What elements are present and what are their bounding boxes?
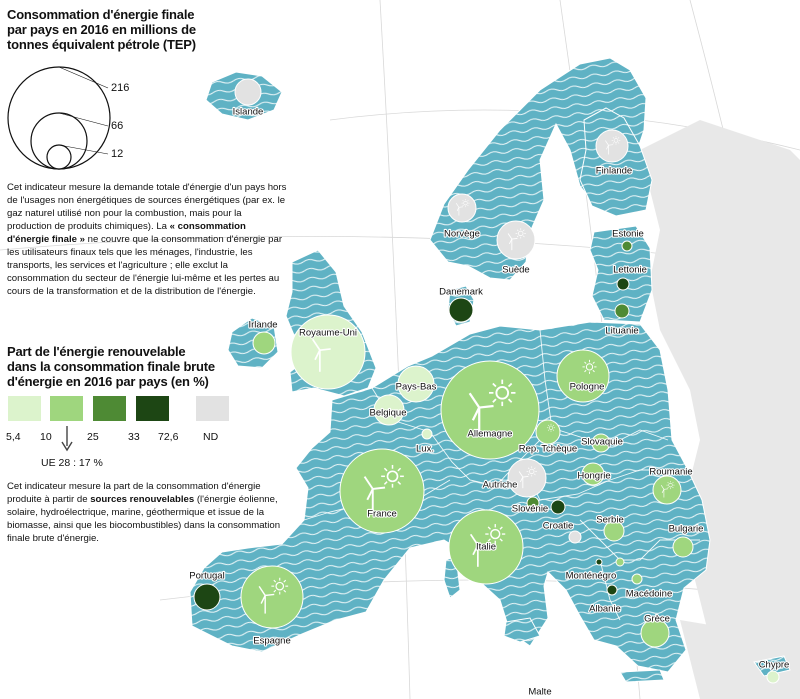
bubble-macedoine: [632, 574, 642, 584]
label-montenegro: Monténégro: [565, 570, 617, 582]
bubble-chypre: [767, 671, 779, 683]
label-croatie: Croatie: [542, 520, 574, 532]
bin-label-33: 33: [128, 431, 140, 443]
ue-arrow: [60, 424, 74, 454]
label-irlande: Irlande: [248, 319, 278, 331]
size-value-66: 66: [111, 120, 124, 132]
bubble-roumanie: [653, 476, 681, 504]
bubble-pologne: [557, 350, 609, 402]
label-belgique: Belgique: [369, 407, 407, 419]
label-malte: Malte: [528, 686, 552, 698]
label-royaume-uni: Royaume-Uni: [298, 327, 358, 339]
swatch-class-3: [93, 396, 126, 421]
label-norvege: Norvège: [444, 228, 480, 240]
bin-label-5-4: 5,4: [6, 431, 21, 443]
label-pays-bas: Pays-Bas: [395, 381, 437, 393]
bubble-estonie: [622, 241, 632, 251]
label-france: France: [367, 508, 397, 520]
size-legend-title: Consommation d'énergie finale par pays en 2016 en millions de tonnes équivalent pétrole (TEP): [7, 7, 196, 52]
ue-average: UE 28 : 17 %: [41, 457, 103, 469]
bubble-royaume-uni: [291, 315, 365, 389]
share-legend-title: Part de l'énergie renouvelable dans la consommation finale brute d'énergie en 2016 par pays (en %): [7, 344, 215, 389]
label-finlande: Finlande: [595, 165, 633, 177]
bubble-lux: [422, 429, 432, 439]
bubble-rep-tcheque: [536, 420, 560, 444]
label-chypre: Chypre: [758, 659, 790, 671]
swatch-no-data: [196, 396, 229, 421]
label-serbie: Serbie: [596, 514, 624, 526]
label-lituanie: Lituanie: [605, 325, 639, 337]
size-value-216: 216: [111, 82, 130, 94]
label-espagne: Espagne: [253, 635, 291, 647]
swatch-class-4: [136, 396, 169, 421]
label-estonie: Estonie: [612, 228, 644, 240]
bubble-suede: [497, 221, 535, 259]
label-grece: Grèce: [644, 613, 670, 625]
bin-label-10: 10: [40, 431, 52, 443]
label-macedoine: Macédoine: [625, 588, 673, 600]
bubble-espagne: [241, 566, 303, 628]
bubble-croatie: [551, 500, 565, 514]
label-islande: Islande: [232, 106, 264, 118]
label-danemark: Danemark: [439, 286, 483, 298]
bubble-lettonie: [617, 278, 629, 290]
share-description: Cet indicateur mesure la part de la consommation d'énergie produite à partir de sources renouvelables (l'énergie éolienne, solaire, hydroélectrique, marine, géothermique et issue de la biomasse, ainsi que les biocombustibles) dans la consommation finale brute d'énergie.: [7, 481, 281, 544]
label-lux: Lux.: [416, 443, 434, 455]
size-circle-12: [47, 145, 71, 169]
label-autriche: Autriche: [482, 479, 518, 491]
label-slovenie: Slovénie: [511, 503, 549, 515]
bubble-bosnie: [569, 531, 581, 543]
label-rep-tcheque: Rep. Tchèque: [518, 443, 578, 455]
label-pologne: Pologne: [569, 381, 605, 393]
bubble-norvege: [448, 194, 476, 222]
label-albanie: Albanie: [589, 603, 621, 615]
label-slovaquie: Slovaquie: [581, 436, 623, 448]
bubble-irlande: [253, 332, 275, 354]
label-lettonie: Lettonie: [613, 264, 647, 276]
bubble-islande: [235, 79, 261, 105]
bubble-portugal: [194, 584, 220, 610]
size-value-12: 12: [111, 148, 124, 160]
bubble-montenegro: [596, 559, 602, 565]
bubble-danemark: [449, 298, 473, 322]
bubble-kosovo: [616, 558, 624, 566]
label-roumanie: Roumanie: [649, 466, 693, 478]
label-hongrie: Hongrie: [577, 470, 611, 482]
label-bulgarie: Bulgarie: [668, 523, 704, 535]
bubble-lituanie: [615, 304, 629, 318]
bubble-autriche: [508, 459, 546, 497]
label-italie: Italie: [475, 541, 497, 553]
bin-label-25: 25: [87, 431, 99, 443]
bubble-france: [340, 449, 424, 533]
swatch-class-2: [50, 396, 83, 421]
bin-label-nd: ND: [203, 431, 219, 443]
label-suede: Suède: [502, 264, 530, 276]
consumption-description: Cet indicateur mesure la demande totale d'énergie d'un pays hors de l'usages non énergétiques de sources énergétiques (par ex. le gaz naturel utilisé non pour la combustion, mais pour la production de produits chimiques). La « consommation d'énergie finale » ne couvre que la consommation d'énergie par les utilisateurs finaux tels que les ménages, l'industrie, les transports, les services et l'agriculture ; elle exclut la consommation du secteur de l'énergie lui-même et les pertes au cours de la transformation et de la distribution de l'énergie.: [7, 182, 287, 297]
label-allemagne: Allemagne: [467, 428, 513, 440]
bubble-bulgarie: [673, 537, 693, 557]
swatch-class-1: [8, 396, 41, 421]
bubble-finlande: [596, 130, 628, 162]
bubble-albanie: [607, 585, 617, 595]
label-portugal: Portugal: [189, 570, 225, 582]
bin-label-72-6: 72,6: [158, 431, 179, 443]
